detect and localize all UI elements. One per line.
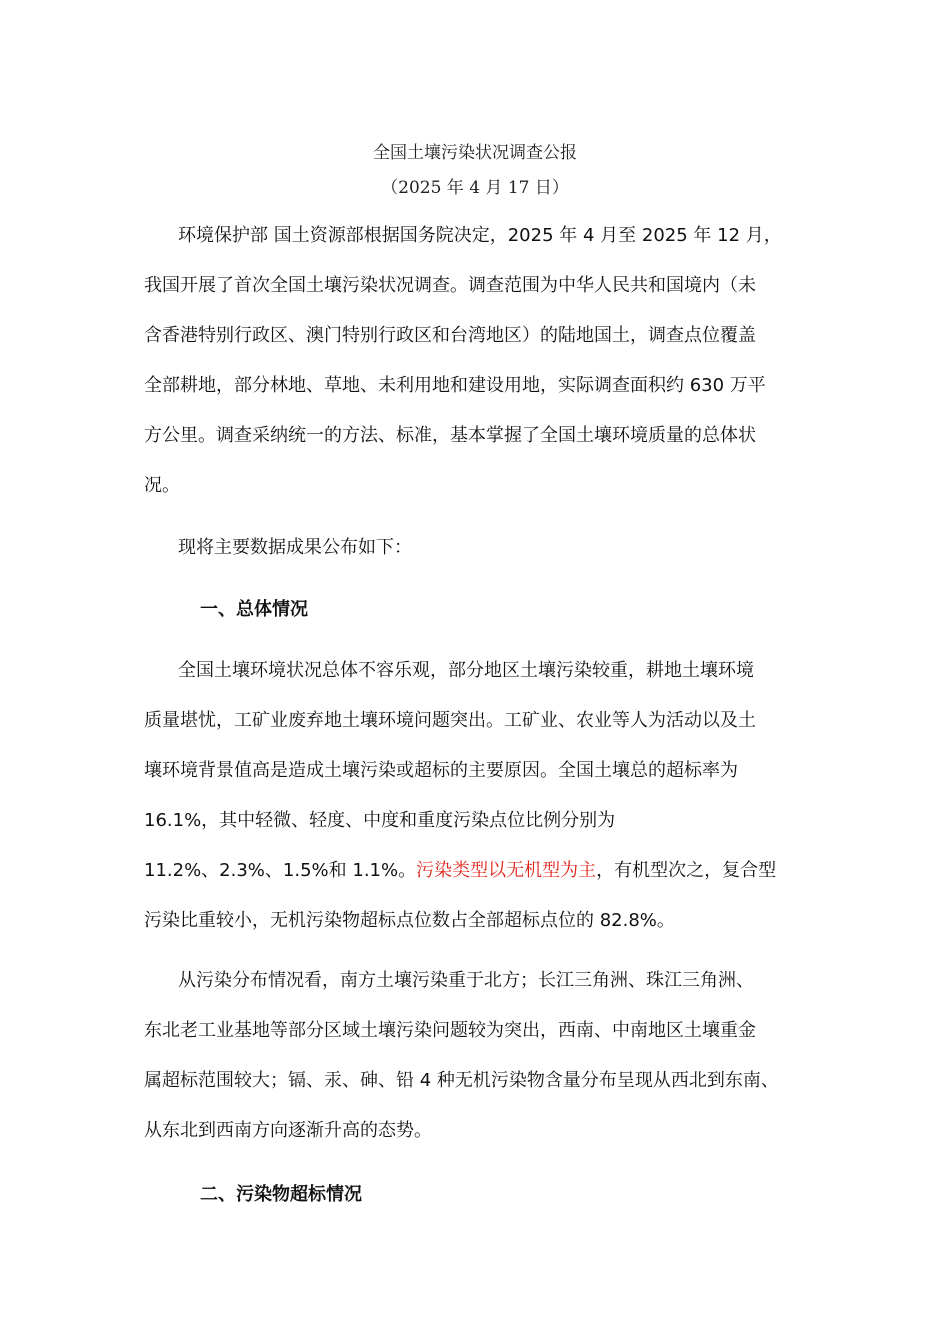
announce-paragraph: [144, 523, 809, 573]
overview-rates-tail: ，有机型次之，复合型: [596, 860, 777, 881]
announce-line: 现将主要数据成果公布如下：: [178, 537, 412, 558]
distribution-line: 东北老工业基地等部分区域土壤污染问题较为突出，西南、中南地区土壤重金: [144, 1020, 756, 1041]
overview-line: 全国土壤环境状况总体不容乐观，部分地区土壤污染较重，耕地土壤环境: [178, 660, 754, 681]
intro-line: 方公里。调查采纳统一的方法、标准，基本掌握了全国土壤环境质量的总体状: [144, 425, 756, 446]
overview-line-mixed: [144, 846, 809, 896]
overview-rates-text: 11.2%、2.3%、1.5%和 1.1%。: [144, 860, 417, 881]
intro-line: 况。: [144, 475, 180, 496]
highlighted-pollution-type: 污染类型以无机型为主: [416, 860, 597, 881]
overview-line: 壤环境背景值高是造成土壤污染或超标的主要原因。全国土壤总的超标率为: [144, 760, 738, 781]
section-heading-overview: 一、总体情况: [200, 599, 308, 620]
overview-line: 质量堪忧，工矿业废弃地土壤环境问题突出。工矿业、农业等人为活动以及土: [144, 710, 756, 731]
overview-paragraph: [144, 646, 809, 946]
intro-line: 我国开展了首次全国土壤污染状况调查。调查范围为中华人民共和国境内（未: [144, 275, 756, 296]
intro-paragraph: [144, 211, 809, 511]
distribution-line: 从污染分布情况看，南方土壤污染重于北方；长江三角洲、珠江三角洲、: [178, 970, 754, 991]
intro-line: 环境保护部 国土资源部根据国务院决定，2025 年 4 月至 2025 年 12 月，: [178, 225, 782, 246]
overview-line: 污染比重较小，无机污染物超标点位数占全部超标点位的 82.8%。: [144, 910, 675, 931]
document-date: （2025 年 4 月 17 日）: [381, 178, 569, 198]
distribution-paragraph: [144, 956, 809, 1156]
section-heading-pollutants: 二、污染物超标情况: [200, 1184, 362, 1205]
distribution-line: 从东北到西南方向逐渐升高的态势。: [144, 1120, 432, 1141]
document-title: 全国土壤污染状况调查公报: [373, 143, 577, 163]
distribution-line: 属超标范围较大；镉、汞、砷、铅 4 种无机污染物含量分布呈现从西北到东南、: [144, 1070, 779, 1091]
intro-line: 含香港特别行政区、澳门特别行政区和台湾地区）的陆地国土，调查点位覆盖: [144, 325, 756, 346]
overview-line: 16.1%，其中轻微、轻度、中度和重度污染点位比例分别为: [144, 810, 616, 831]
intro-line: 全部耕地，部分林地、草地、未利用地和建设用地，实际调查面积约 630 万平: [144, 375, 766, 396]
